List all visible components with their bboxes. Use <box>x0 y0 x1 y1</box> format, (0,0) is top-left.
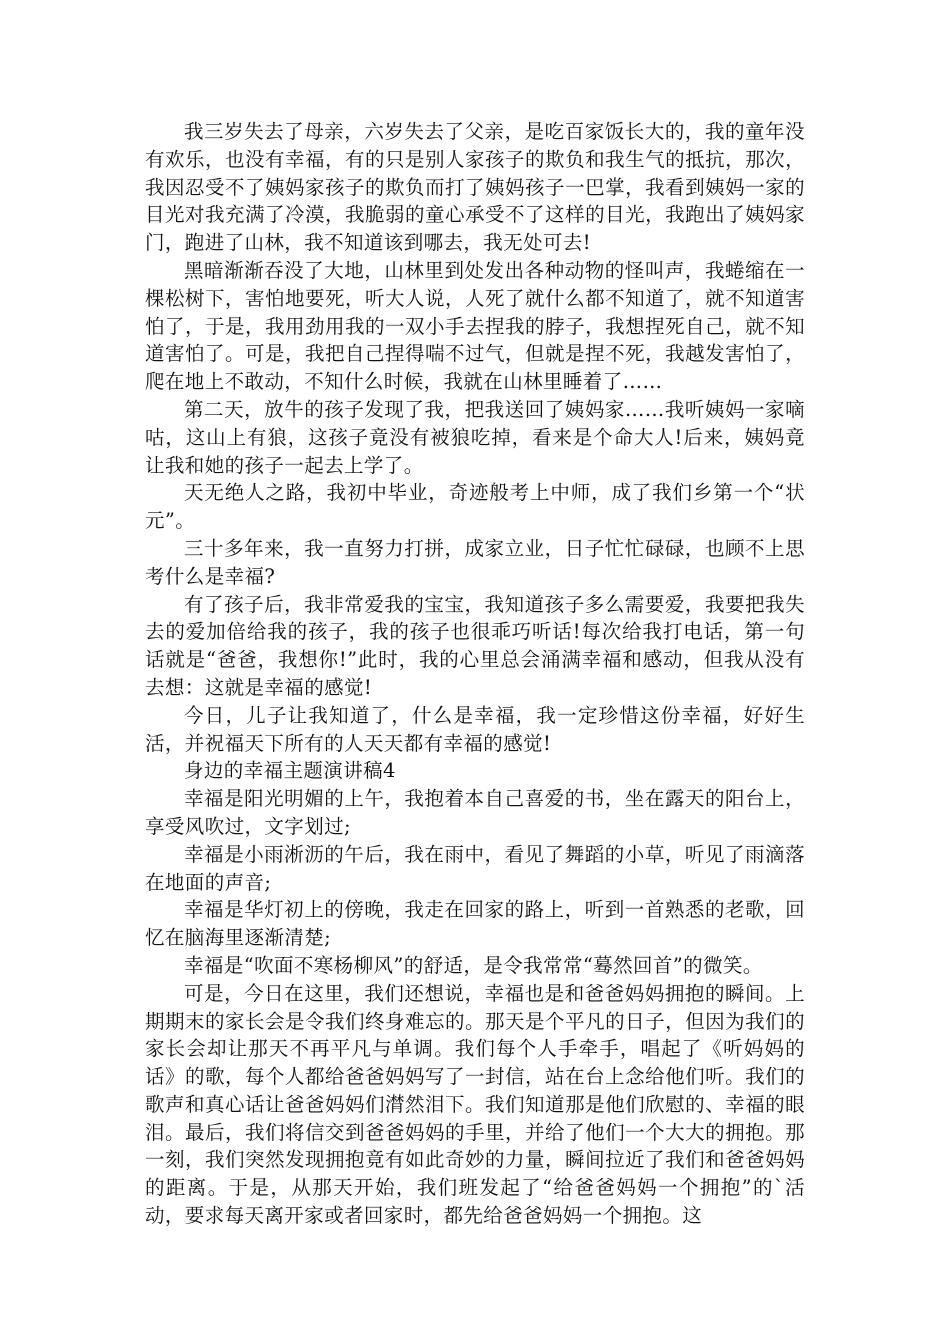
paragraph-6: 有了孩子后，我非常爱我的宝宝，我知道孩子多么需要爱，我要把我失去的爱加倍给我的孩子，我的孩子也很乖巧听话!每次给我打电话，第一句话就是“爸爸，我想你!”此时，我的心里总会涌满幸福和感动，但我从没有去想：这就是幸福的感觉! <box>145 592 805 699</box>
paragraph-1: 我三岁失去了母亲，六岁失去了父亲，是吃百家饭长大的，我的童年没有欢乐，也没有幸福，有的只是别人家孩子的欺负和我生气的抵抗，那次，我因忍受不了姨妈家孩子的欺负而打了姨妈孩子一巴掌，我看到姨妈一家的目光对我充满了冷漠，我脆弱的童心承受不了这样的目光，我跑出了姨妈家门，跑进了山林，我不知道该到哪去，我无处可去! <box>145 120 805 255</box>
document-body <box>145 118 805 1230</box>
paragraph-3: 第二天，放牛的孩子发现了我，把我送回了姨妈家……我听姨妈一家嘀咕，这山上有狼，这孩子竟没有被狼吃掉，看来是个命大人!后来，姨妈竟让我和她的孩子一起去上学了。 <box>145 397 805 477</box>
section-heading: 身边的幸福主题演讲稿4 <box>184 759 396 783</box>
paragraph-9: 幸福是小雨淅沥的午后，我在雨中，看见了舞蹈的小草，听见了雨滴落在地面的声音; <box>145 842 805 894</box>
paragraph-5: 三十多年来，我一直努力打拼，成家立业，日子忙忙碌碌，也顾不上思考什么是幸福? <box>145 536 805 588</box>
paragraph-10: 幸福是华灯初上的傍晚，我走在回家的路上，听到一首熟悉的老歌，回忆在脑海里逐渐清楚; <box>145 898 805 950</box>
paragraph-11: 幸福是“吹面不寒杨柳风”的舒适，是令我常常“蓦然回首”的微笑。 <box>184 953 763 977</box>
paragraph-4: 天无绝人之路，我初中毕业，奇迹般考上中师，成了我们乡第一个“状元”。 <box>145 481 805 533</box>
paragraph-8: 幸福是阳光明媚的上午，我抱着本自己喜爱的书，坐在露天的阳台上，享受风吹过，文字划过; <box>145 787 805 838</box>
paragraph-2: 黑暗渐渐吞没了大地，山林里到处发出各种动物的怪叫声，我蜷缩在一棵松树下，害怕地要死，听大人说，人死了就什么都不知道了，就不知道害怕了，于是，我用劲用我的一双小手去捏我的脖子，我想捏死自己，就不知道害怕了。可是，我把自己捏得喘不过气，但就是捏不死，我越发害怕了，爬在地上不敢动，不知什么时候，我就在山林里睡着了…… <box>145 258 805 394</box>
paragraph-7: 今日，儿子让我知道了，什么是幸福，我一定珍惜这份幸福，好好生活，并祝福天下所有的人天天都有幸福的感觉! <box>145 703 805 755</box>
paragraph-12: 可是，今日在这里，我们还想说，幸福也是和爸爸妈妈拥抱的瞬间。上期期末的家长会是令我们终身难忘的。那天是个平凡的日子，但因为我们的家长会却让那天不再平凡与单调。我们每个人手牵手，唱起了《听妈妈的话》的歌，每个人都给爸爸妈妈写了一封信，站在台上念给他们听。我们的歌声和真心话让爸爸妈妈们潸然泪下。我们知道那是他们欣慰的、幸福的眼泪。最后，我们将信交到爸爸妈妈的手里，并给了他们一个大大的拥抱。那一刻，我们突然发现拥抱竟有如此奇妙的力量，瞬间拉近了我们和爸爸妈妈的距离。于是，从那天开始，我们班发起了“给爸爸妈妈一个拥抱”的`活动，要求每天离开家或者回家时，都先给爸爸妈妈一个拥抱。这 <box>145 981 805 1228</box>
